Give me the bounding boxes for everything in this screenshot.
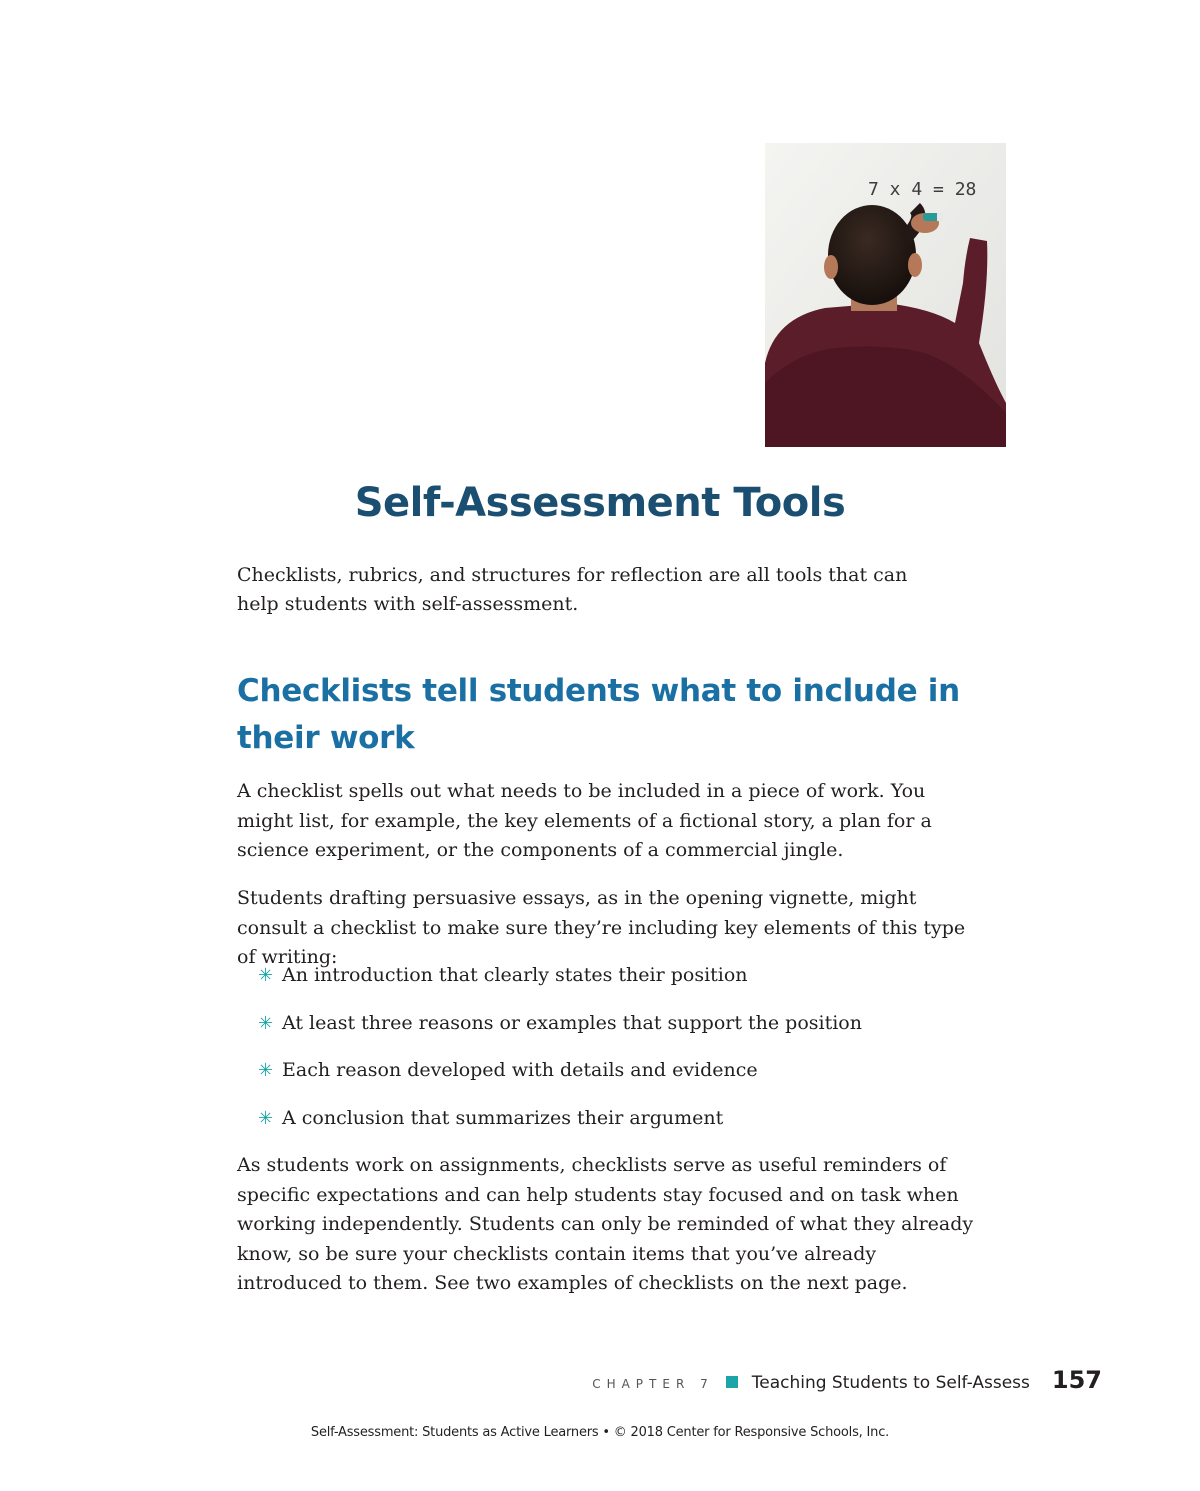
list-item-text: Each reason developed with details and evidence — [282, 1059, 758, 1081]
asterisk-icon: ✳ — [258, 1060, 274, 1081]
page-title: Self-Assessment Tools — [354, 480, 846, 526]
section-heading: Checklists tell students what to include in their work — [237, 673, 960, 756]
list-item-text: An introduction that clearly states their position — [282, 964, 748, 986]
chapter-title: Teaching Students to Self-Assess — [751, 1373, 1030, 1393]
list-item — [258, 1009, 862, 1057]
list-item — [258, 1056, 862, 1104]
list-item-text: At least three reasons or examples that support the position — [282, 1011, 862, 1034]
intro-paragraph: Checklists, rubrics, and structures for reflection are all tools that can help students with self-assessment. — [237, 564, 908, 615]
checklist-bullets — [258, 961, 862, 1151]
list-item — [258, 961, 862, 1009]
list-item — [258, 1104, 862, 1152]
body-paragraph: A checklist spells out what needs to be included in a piece of work. You might list, for example, the key elements of a fictional story, a plan for a science experiment, or the components of a commercial jingle. — [237, 780, 932, 861]
list-item-text: A conclusion that summarizes their argument — [282, 1106, 724, 1129]
body-paragraph: Students drafting persuasive essays, as in the opening vignette, might consult a checklist to make sure they’re including key elements of this type of writing: — [237, 887, 966, 968]
running-footer — [592, 1366, 1102, 1394]
chapter-label: CHAPTER 7 — [592, 1377, 714, 1391]
asterisk-icon: ✳ — [258, 1107, 274, 1129]
asterisk-icon: ✳ — [258, 1012, 274, 1034]
whiteboard-equation: 7 x 4 = 28 — [868, 179, 977, 200]
body-paragraph: As students work on assignments, checklists serve as useful reminders of specific expectations and can help students stay focused and on task when working independently. Students can only be reminded of what they already know, so be sure your checklists contain items that you’ve already introduced to them. See two examples of checklists on the next page. — [237, 1154, 974, 1294]
square-bullet-icon — [726, 1376, 738, 1388]
asterisk-icon: ✳ — [258, 965, 274, 986]
page-number: 157 — [1051, 1366, 1102, 1394]
copyright-line: Self-Assessment: Students as Active Learners • © 2018 Center for Responsive Schools, Inc. — [310, 1425, 890, 1440]
student-at-whiteboard-photo — [765, 143, 1006, 447]
